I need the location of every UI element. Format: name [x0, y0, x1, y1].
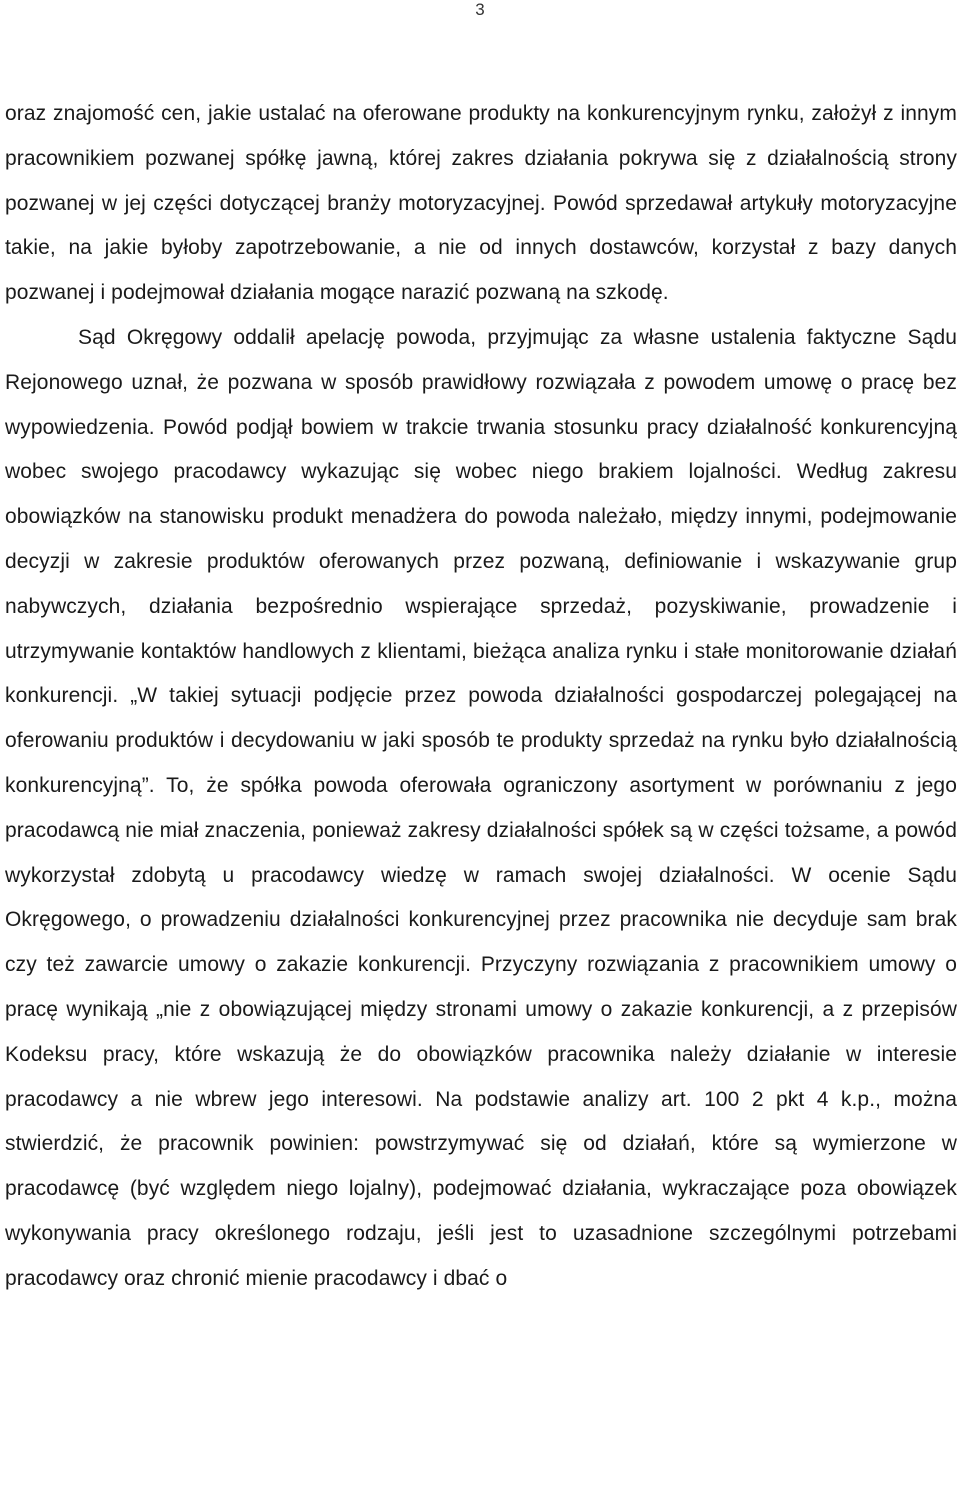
- paragraph-court-ruling: Sąd Okręgowy oddalił apelację powoda, przyjmując za własne ustalenia faktyczne Sądu Rejonowego uznał, że pozwana w sposób prawidłowy rozwiązała z powodem umowę o pracę bez wypowiedzenia. Powód podjął bowiem w trakcie trwania stosunku pracy działalność konkurencyjną wobec swojego pracodawcy wykazując się wobec niego brakiem lojalności. Według zakresu obowiązków na stanowisku produkt menadżera do powoda należało, między innymi, podejmowanie decyzji w zakresie produktów oferowanych przez pozwaną, definiowanie i wskazywanie grup nabywczych, działania bezpośrednio wspierające sprzedaż, pozyskiwanie, prowadzenie i utrzymywanie kontaktów handlowych z klientami, bieżąca analiza rynku i stałe monitorowanie działań konkurencji. „W takiej sytuacji podjęcie przez powoda działalności gospodarczej polegającej na oferowaniu produktów i decydowaniu w jaki sposób te produkty sprzedaż na rynku było działalnością konkurencyjną”. To, że spółka powoda oferowała ograniczony asortyment w porównaniu z jego pracodawcą nie miał znaczenia, ponieważ zakresy działalności spółek są w części tożsame, a powód wykorzystał zdobytą u pracodawcy wiedzę w ramach swojej działalności. W ocenie Sądu Okręgowego, o prowadzeniu działalności konkurencyjnej przez pracownika nie decyduje sam brak czy też zawarcie umowy o zakazie konkurencji. Przyczyny rozwiązania z pracownikiem umowy o pracę wynikają „nie z obowiązującej między stronami umowy o zakazie konkurencji, a z przepisów Kodeksu pracy, które wskazują że do obowiązków pracownika należy działanie w interesie pracodawcy a nie wbrew jego interesowi. Na podstawie analizy art. 100 2 pkt 4 k.p., można stwierdzić, że pracownik powinien: powstrzymywać się od działań, które są wymierzone w pracodawcę (być względem niego lojalny), podejmować działania, wykraczające poza obowiązek wykonywania pracy określonego rodzaju, jeśli jest to uzasadnione szczególnymi potrzebami pracodawcy oraz chronić mienie pracodawcy i dbać o: [5, 325, 957, 1290]
- page-number: 3: [475, 0, 485, 19]
- paragraph-continuation: oraz znajomość cen, jakie ustalać na oferowane produkty na konkurencyjnym rynku, założył z innym pracownikiem pozwanej spółkę jawną, której zakres działania pokrywa się z działalnością strony pozwanej w jej części dotyczącej branży motoryzacyjnej. Powód sprzedawał artykuły motoryzacyjne takie, na jakie byłoby zapotrzebowanie, a nie od innych dostawców, korzystał z bazy danych pozwanej i podejmował działania mogące narazić pozwaną na szkodę.: [5, 102, 957, 305]
- document-body: [5, 92, 957, 1302]
